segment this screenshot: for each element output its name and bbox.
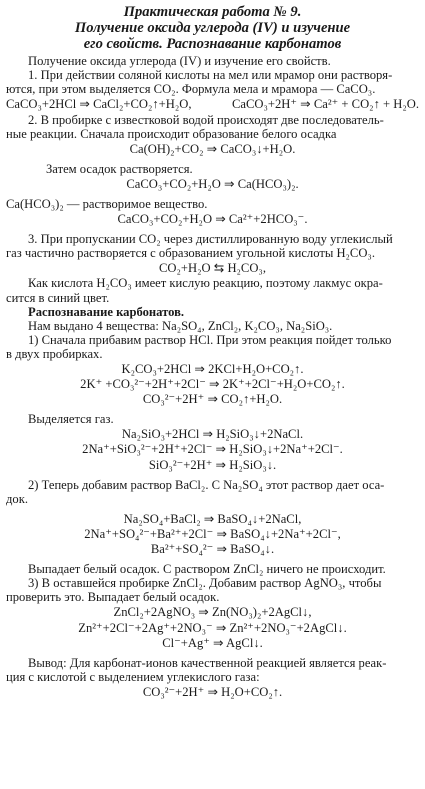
equation-13: 2Na⁺+SO₄²⁻+Ba²⁺+2Cl⁻ ⇒ BaSO₄↓+2Na⁺+2Cl⁻,: [84, 526, 341, 541]
paragraph-3-line-3: Как кислота H₂CO₃ имеет кислую реакцию, поэтому лакмус окра-: [28, 276, 383, 291]
equation-2: Ca(OH)₂+CO₂ ⇒ CaCO₃↓+H₂O.: [129, 141, 296, 156]
equation-row-1: [6, 97, 419, 111]
paragraph-3-line-2: газ частично растворяется с образованием угольной кислоты H₂CO₃.: [6, 246, 375, 261]
title-line-2: Получение оксида углерода (IV) и изучение: [74, 20, 351, 37]
intro-text: Получение оксида углерода (IV) и изучение его свойств.: [28, 54, 331, 69]
equation-16: Zn²⁺+2Cl⁻+2Ag⁺+2NO₃⁻ ⇒ Zn²⁺+2NO₃⁻+2AgCl↓.: [78, 620, 347, 635]
step-3-line-1: 3) В оставшейся пробирке ZnCl₂. Добавим раствор AgNO₃, чтобы: [28, 576, 382, 591]
equation-9: Na₂SiO₃+2HCl ⇒ H₂SiO₃↓+2NaCl.: [121, 427, 304, 442]
conclusion-line-2: ция с кислотой с выделением углекислого газа:: [6, 669, 260, 684]
conclusion-line-1: Вывод: Для карбонат-ионов качественной реакцией является реак-: [28, 655, 387, 670]
step-2-line-3: Выпадает белый осадок. С раствором ZnCl₂ ничего не происходит.: [28, 562, 386, 577]
paragraph-2-line-4: Ca(HCO₃)₂ — растворимое вещество.: [6, 196, 208, 211]
step-1-line-1: 1) Сначала прибавим раствор HCl. При этом реакция пойдет только: [28, 332, 392, 347]
equation-10: 2Na⁺+SiO₃²⁻+2H⁺+2Cl⁻ ⇒ H₂SiO₃↓+2Na⁺+2Cl⁻.: [82, 442, 343, 457]
section-heading-carbonates: Распознавание карбонатов.: [28, 304, 185, 319]
equation-11: SiO₃²⁻+2H⁺ ⇒ H₂SiO₃↓.: [148, 457, 277, 472]
paragraph-2-line-1: 2. В пробирке с известковой водой происходят две последователь-: [28, 112, 384, 127]
equation-1-molecular: CaCO₃+2HCl ⇒ CaCl₂+CO₂↑+H₂O,: [6, 97, 192, 112]
paragraph-2-line-3: Затем осадок растворяется.: [46, 161, 193, 176]
paragraph-1-line-2: ются, при этом выделяется CO₂. Формула мела и мрамора — CaCO₃.: [6, 82, 376, 97]
equation-3: CaCO₃+CO₂+H₂O ⇒ Ca(HCO₃)₂.: [126, 176, 299, 191]
title-line-1: Практическая работа № 9.: [123, 4, 302, 20]
equation-14: Ba²⁺+SO₄²⁻ ⇒ BaSO₄↓.: [150, 542, 275, 557]
step-3-line-2: проверить это. Выпадает белый осадок.: [6, 590, 220, 605]
equation-6: K₂CO₃+2HCl ⇒ 2KCl+H₂O+CO₂↑.: [121, 362, 304, 377]
paragraph-3-line-4: сится в синий цвет.: [6, 290, 110, 305]
equation-7: 2K⁺ +CO₃²⁻+2H⁺+2Cl⁻ ⇒ 2K⁺+2Cl⁻+H₂O+CO₂↑.: [80, 377, 345, 392]
step-2-line-2: док.: [6, 491, 28, 506]
equation-8: CO₃²⁻+2H⁺ ⇒ CO₂↑+H₂O.: [142, 392, 283, 407]
paragraph-2-line-2: ные реакции. Сначала происходит образование белого осадка: [6, 126, 337, 141]
step-1-line-3: Выделяется газ.: [28, 412, 114, 427]
equation-18: CO₃²⁻+2H⁺ ⇒ H₂O+CO₂↑.: [142, 684, 283, 699]
equation-4: CaCO₃+CO₂+H₂O ⇒ Ca²⁺+2HCO₃⁻.: [117, 212, 308, 227]
given-substances: Нам выдано 4 вещества: Na₂SO₄, ZnCl₂, K₂CO₃, Na₂SiO₃.: [28, 318, 333, 333]
paragraph-3-line-1: 3. При пропускании CO₂ через дистиллированную воду углекислый: [28, 232, 393, 247]
title-line-3: его свойств. Распознавание карбонатов: [83, 36, 342, 53]
equation-17: Cl⁻+Ag⁺ ⇒ AgCl↓.: [162, 635, 263, 650]
equation-1-ionic: CaCO₃+2H⁺ ⇒ Ca²⁺ + CO₂↑ + H₂O.: [232, 97, 419, 112]
equation-15: ZnCl₂+2AgNO₃ ⇒ Zn(NO₃)₂+2AgCl↓,: [113, 605, 312, 620]
equation-5: CO₂+H₂O ⇆ H₂CO₃,: [159, 261, 266, 276]
step-1-line-2: в двух пробирках.: [6, 346, 103, 361]
step-2-line-1: 2) Теперь добавим раствор BaCl₂. С Na₂SO₄ этот раствор дает оса-: [28, 477, 385, 492]
equation-12: Na₂SO₄+BaCl₂ ⇒ BaSO₄↓+2NaCl,: [123, 511, 302, 526]
paragraph-1-line-1: 1. При действии соляной кислоты на мел или мрамор они растворя-: [28, 68, 393, 83]
